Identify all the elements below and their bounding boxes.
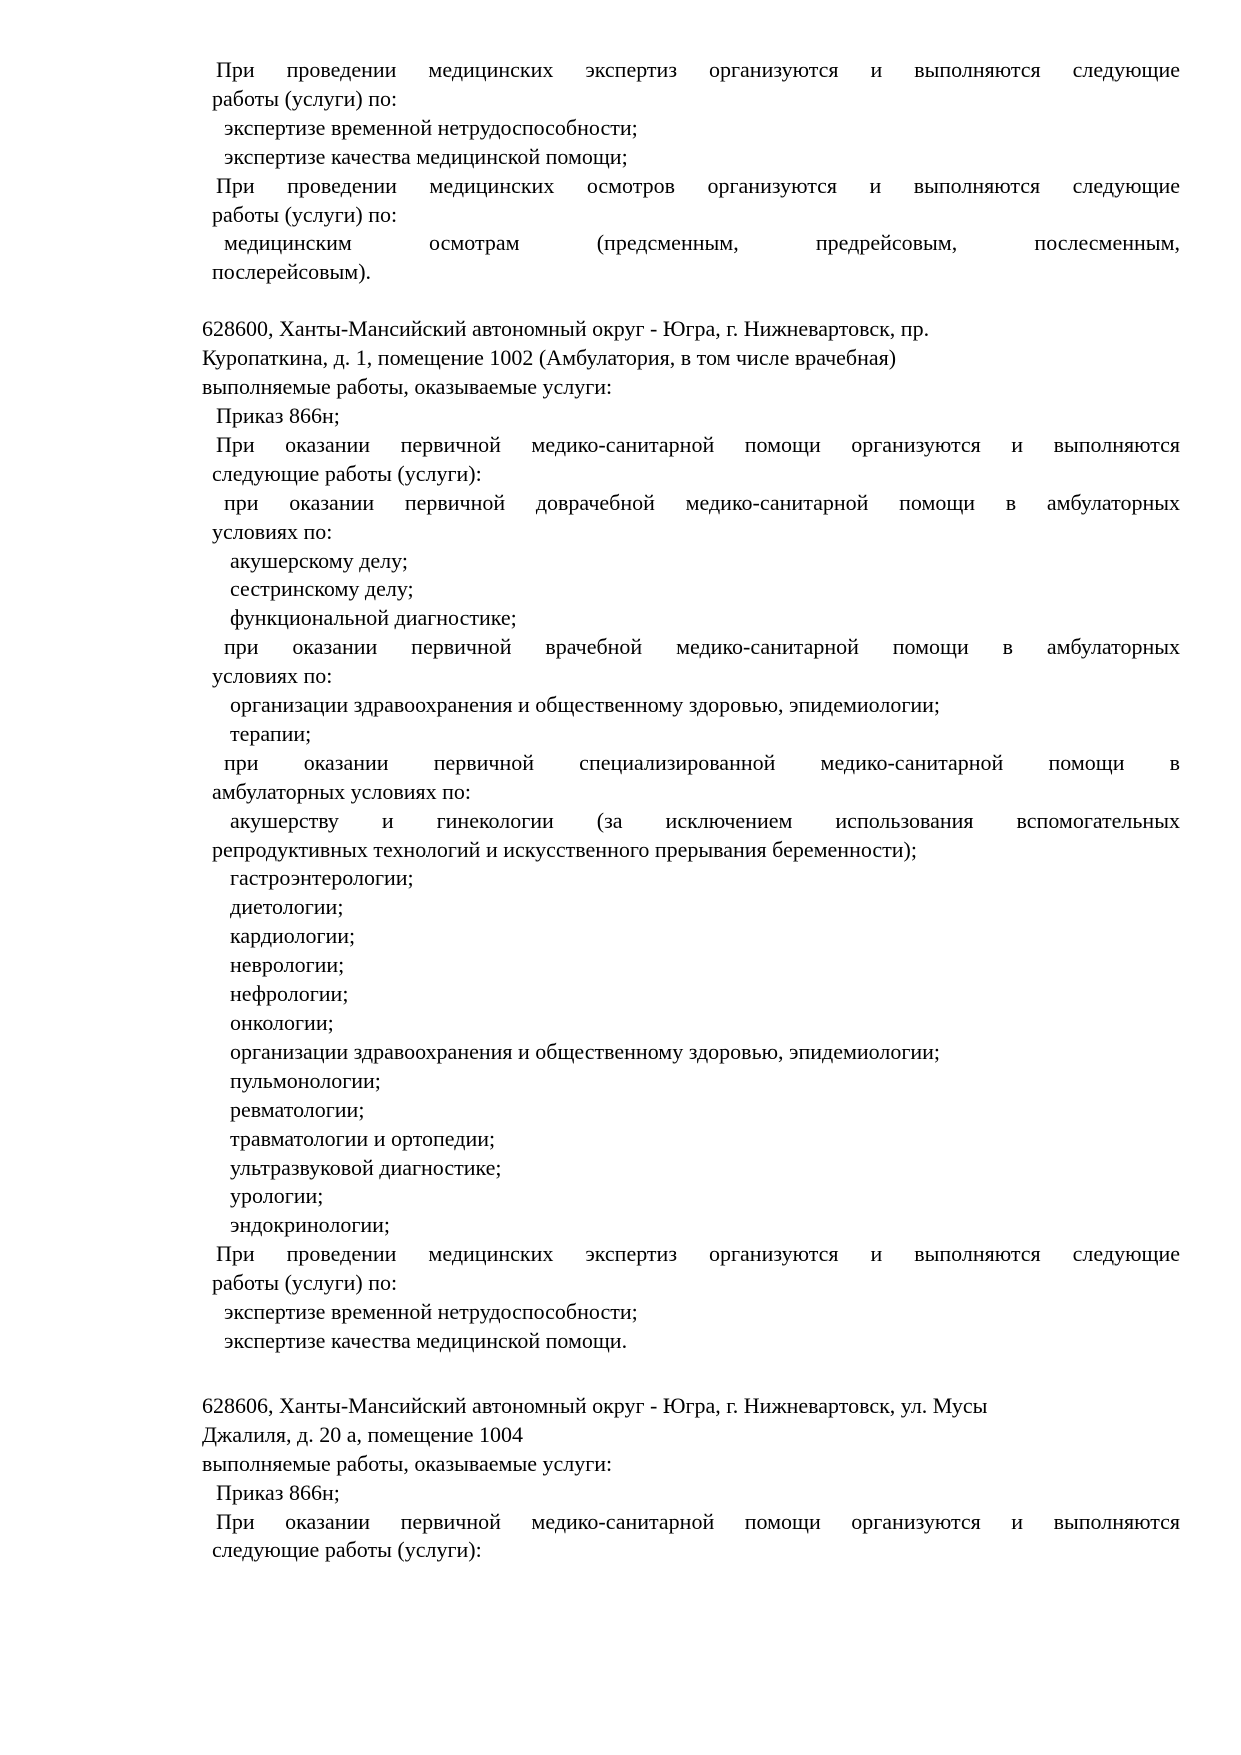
section-gap [202,287,1180,315]
text-line: акушерскому делу; [230,547,408,573]
text-line: экспертизе временной нетрудоспособности; [224,1299,638,1325]
text-line: экспертизе качества медицинской помощи; [224,143,628,169]
text-line: при оказании первичной врачебной медико-санитарной помощи в амбулаторных [224,634,1180,660]
text-line: экспертизе временной нетрудоспособности; [224,114,638,140]
text-line: Приказ 866н; [216,1479,340,1505]
text-line: работы (услуги) по: [212,1270,398,1296]
text-line: При оказании первичной медико-санитарной помощи организуются и выполняются [216,431,1180,457]
text-line: диетологии; [230,894,344,920]
text-line: экспертизе качества медицинской помощи. [224,1327,628,1353]
text-line: При проведении медицинских осмотров организуются и выполняются следующие [216,172,1180,198]
text-line: условиях по: [212,518,333,544]
text-line: ревматологии; [230,1096,365,1122]
text-line: травматологии и ортопедии; [230,1125,496,1151]
text-line: работы (услуги) по: [212,85,398,111]
text-line: неврологии; [230,952,345,978]
text-line: кардиологии; [230,923,356,949]
text-line: выполняемые работы, оказываемые услуги: [202,374,613,400]
text-line: 628600, Ханты-Мансийский автономный округ - Югра, г. Нижневартовск, пр. [202,316,930,342]
text-line: гастроэнтерологии; [230,865,414,891]
text-line: репродуктивных технологий и искусственного прерывания беременности); [212,836,917,862]
text-line: пульмонологии; [230,1067,381,1093]
text-line: следующие работы (услуги): [212,1537,482,1563]
text-line: ультразвуковой диагностике; [230,1154,502,1180]
text-line: условиях по: [212,663,333,689]
text-line: эндокринологии; [230,1212,391,1238]
text-line: выполняемые работы, оказываемые услуги: [202,1450,613,1476]
text-line: Куропаткина, д. 1, помещение 1002 (Амбулатория, в том числе врачебная) [202,345,897,371]
text-line: Джалиля, д. 20 а, помещение 1004 [202,1421,524,1447]
text-line: Приказ 866н; [216,402,340,428]
text-line: работы (услуги) по: [212,201,398,227]
text-line: урологии; [230,1183,324,1209]
text-line: при оказании первичной специализированной медико-санитарной помощи в [224,749,1180,775]
text-line: послерейсовым). [212,259,372,285]
text-line: При проведении медицинских экспертиз организуются и выполняются следующие [216,1241,1180,1267]
text-line: организации здравоохранения и общественному здоровью, эпидемиологии; [230,1038,941,1064]
text-line: онкологии; [230,1010,334,1035]
text-line: функциональной диагностике; [230,605,517,631]
section-gap [202,1356,1180,1392]
text-line: при оказании первичной доврачебной медико-санитарной помощи в амбулаторных [224,489,1180,515]
text-line: амбулаторных условиях по: [212,778,472,804]
text-line: 628606, Ханты-Мансийский автономный округ - Югра, г. Нижневартовск, ул. Мусы [202,1392,988,1418]
text-line: следующие работы (услуги): [212,460,482,486]
text-line: организации здравоохранения и общественному здоровью, эпидемиологии; [230,692,941,718]
document-page [202,56,1180,1565]
text-line: медицинским осмотрам (предсменным, предрейсовым, послесменным, [224,230,1180,256]
text-line: сестринскому делу; [230,576,414,602]
text-line: При проведении медицинских экспертиз организуются и выполняются следующие [216,57,1180,82]
text-line: При оказании первичной медико-санитарной помощи организуются и выполняются [216,1508,1180,1534]
text-line: терапии; [230,720,312,746]
text-line: акушерству и гинекологии (за исключением использования вспомогательных [230,807,1180,833]
text-line: нефрологии; [230,981,349,1007]
